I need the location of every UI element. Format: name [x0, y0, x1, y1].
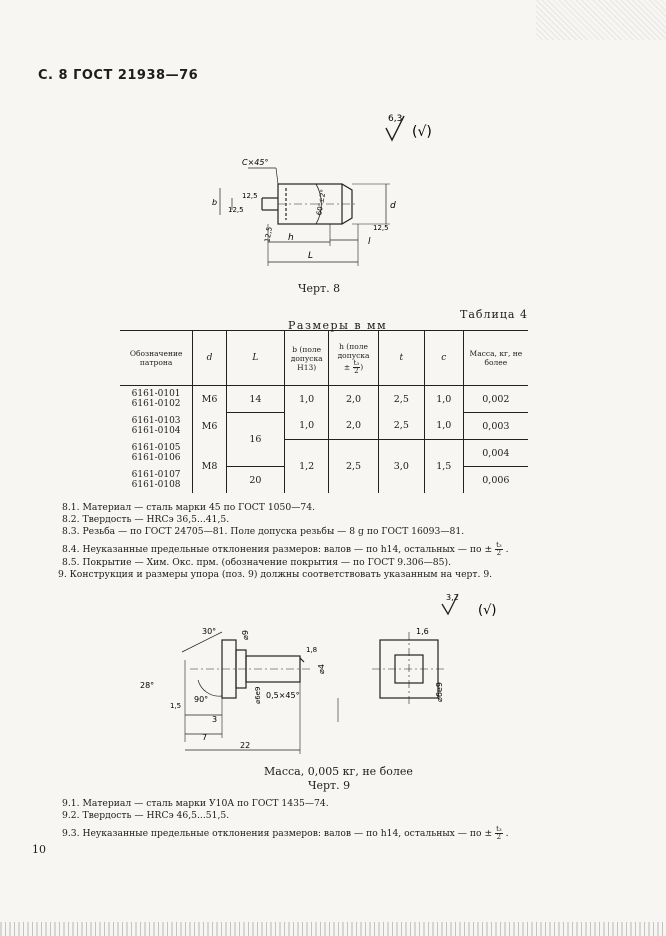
roughness-paren: (√): [412, 124, 432, 140]
label-d3: 3: [212, 715, 218, 724]
table-header-row: [120, 331, 528, 386]
header-t: t: [378, 331, 424, 386]
cell-codes: 6161-0101 6161-0102: [131, 389, 181, 410]
note-8-4-fraction: [495, 542, 503, 557]
header-h-frac-den: 2: [354, 366, 359, 375]
label-r3: 12,5: [263, 226, 274, 243]
label-L: L: [308, 251, 314, 261]
caption-drawing-8: Черт. 8: [298, 282, 341, 295]
note-9-1: 9.1. Материал — сталь марки У10А по ГОСТ 1435—74.: [62, 798, 329, 809]
scan-noise-bottom: [0, 922, 666, 936]
frac-num: t₃: [496, 541, 502, 549]
label-r1: 12,5: [242, 192, 258, 200]
header-code: Обозначение патрона: [120, 331, 193, 386]
cell-codes: 6161-0107 6161-0108: [131, 469, 181, 490]
cell-mass: 0,003: [463, 413, 528, 440]
label-d: d: [390, 201, 396, 211]
header-L: L: [226, 331, 284, 386]
frac-num-2: t₃: [496, 825, 502, 833]
mass-note-9: Масса, 0,005 кг, не более: [264, 765, 413, 778]
cell-h: 2,0: [329, 386, 379, 413]
label-b: b: [212, 198, 218, 207]
table-row: [120, 440, 528, 467]
header-h: h (поле допуска ± $\frac{\text{t₃}}{2}$ ): [329, 331, 379, 386]
label-a28: 28°: [140, 681, 155, 690]
label-r2: 12,5: [228, 206, 244, 214]
note-9-3-fraction: [495, 826, 503, 841]
scan-noise-top: [536, 0, 666, 40]
label-dim7: 7: [202, 733, 208, 742]
cell-mass: 0,006: [463, 467, 528, 494]
cell-h: 2,0: [329, 413, 379, 440]
label-d6e9-2: ⌀6e9: [435, 682, 444, 702]
label-chamfer: C×45°: [242, 158, 269, 167]
cell-d: M6: [193, 386, 227, 413]
cell-b: 1,2: [285, 440, 329, 494]
note-9: 9. Конструкция и размеры упора (поз. 9) должны соответствовать указанным на черт. 9.: [58, 569, 493, 580]
cell-h: 2,5: [329, 440, 379, 494]
notes-section-8: [58, 502, 509, 581]
note-8-2: 8.2. Твердость — HRCэ 36,5...41,5.: [62, 514, 230, 525]
label-dim18: 1,8: [306, 646, 318, 654]
label-dim22: 22: [240, 741, 251, 750]
cell-c: 1,5: [424, 440, 463, 494]
label-r15: 1,5: [170, 702, 182, 710]
note-8-5: 8.5. Покрытие — Хим. Окс. прм. (обозначение покрытия — по ГОСТ 9.306—85).: [62, 557, 451, 568]
label-chamfer9: 0,5×45°: [266, 691, 300, 700]
cell-L: 14: [226, 386, 284, 413]
frac-den: 2: [496, 549, 502, 557]
header-mass: Масса, кг, не более: [463, 331, 528, 386]
cell-b: 1,0: [285, 413, 329, 440]
note-8-1: 8.1. Материал — сталь марки 45 по ГОСТ 1050—74.: [62, 502, 316, 513]
note-8-4-line: 8.4. Неуказанные предельные отклонения размеров: валов — по h14, остальных — по ± $\frac{\text{t₃}}{2}$ .: [62, 541, 509, 557]
cell-d: M8: [193, 440, 227, 494]
label-angle: 60°±2°: [315, 188, 328, 217]
page-number: 10: [32, 843, 46, 856]
cell-t: 3,0: [378, 440, 424, 494]
label-d4: ⌀4: [317, 664, 326, 674]
label-h: h: [288, 233, 294, 243]
header-d: d: [193, 331, 227, 386]
dimensions-table: [120, 330, 528, 493]
label-a90: 90°: [194, 695, 209, 704]
cell-d: M6: [193, 413, 227, 440]
note-9-3-line: 9.3. Неуказанные предельные отклонения размеров: валов — по h14, остальных — по ± $\frac{\text{t₃}}{2}$ .: [62, 825, 509, 841]
header-h-pm: ±: [343, 362, 351, 371]
caption-drawing-9: Черт. 9: [308, 779, 351, 792]
roughness-mid-value: 3,2: [446, 593, 459, 602]
header-c: c: [424, 331, 463, 386]
note-8-3: 8.3. Резьба — по ГОСТ 24705—81. Поле допуска резьбы — 8 g по ГОСТ 16093—81.: [62, 526, 465, 537]
label-r16: 1,6: [416, 627, 429, 636]
cell-L: 20: [226, 467, 284, 494]
page-header: С. 8 ГОСТ 21938—76: [38, 68, 199, 83]
cell-c: 1,0: [424, 386, 463, 413]
table-row: [120, 386, 528, 413]
roughness-value: 6,3: [388, 114, 403, 124]
cell-codes: 6161-0103 6161-0104: [131, 416, 181, 436]
header-b: b (поле допуска H13): [285, 331, 329, 386]
cell-codes: 6161-0105 6161-0106: [131, 443, 181, 463]
header-h-text: h (поле допуска: [337, 341, 370, 360]
label-d9: ⌀9: [241, 630, 250, 640]
note-8-4: 8.4. Неуказанные предельные отклонения размеров: валов — по h14, остальных — по ±: [62, 544, 493, 555]
notes-section-9: [62, 798, 509, 841]
note-9-2: 9.2. Твердость — HRCэ 46,5...51,5.: [62, 810, 230, 821]
cell-L: 16: [226, 413, 284, 467]
table-label: Таблица 4: [460, 308, 528, 321]
cell-mass: 0,002: [463, 386, 528, 413]
note-9-3: 9.3. Неуказанные предельные отклонения размеров: валов — по h14, остальных — по ±: [62, 828, 493, 839]
cell-b: 1,0: [285, 386, 329, 413]
label-a30: 30°: [202, 627, 217, 636]
label-d6e9-1: ⌀6e9: [254, 686, 262, 704]
cell-c: 1,0: [424, 413, 463, 440]
label-r4: 12,5: [373, 224, 389, 232]
cell-t: 2,5: [378, 413, 424, 440]
label-l: l: [368, 237, 371, 247]
roughness-symbol-top: [384, 112, 454, 152]
drawing-8: [190, 150, 420, 279]
header-h-frac-num: t₃: [353, 358, 360, 367]
cell-mass: 0,004: [463, 440, 528, 467]
frac-den-2: 2: [496, 833, 502, 841]
roughness-mid-paren: (√): [478, 603, 497, 618]
drawing-9: [130, 612, 460, 761]
header-h-fraction: [353, 360, 361, 375]
cell-t: 2,5: [378, 386, 424, 413]
table-title: Размеры в мм: [288, 319, 388, 332]
table-row: [120, 413, 528, 440]
